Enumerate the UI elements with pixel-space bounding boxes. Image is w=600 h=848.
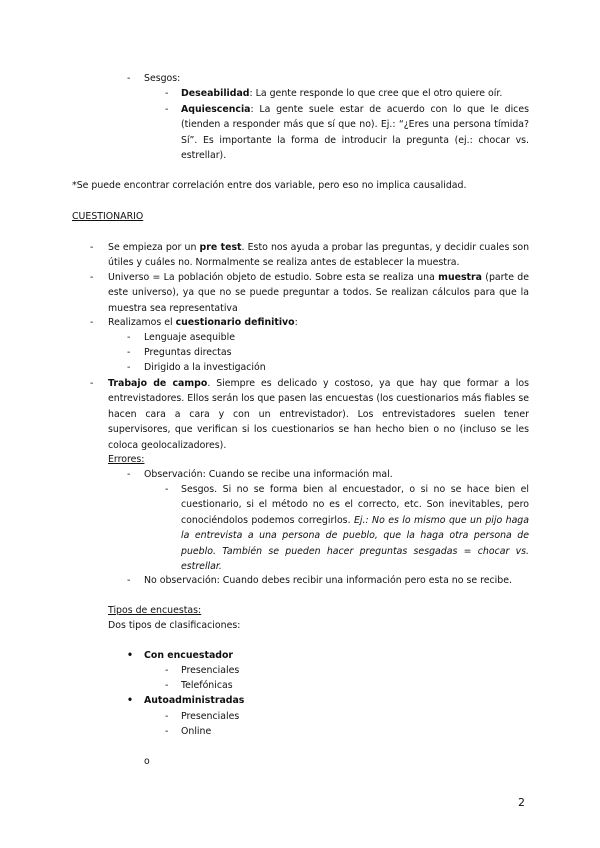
dash-marker: -	[165, 726, 169, 737]
dash-marker: -	[127, 332, 131, 343]
cuestionario-title: CUESTIONARIO	[72, 211, 144, 222]
dash-marker: -	[127, 73, 131, 84]
dash-marker: -	[165, 665, 169, 676]
sesgos-title: Sesgos:	[144, 73, 181, 84]
campo-item	[108, 376, 529, 453]
universo-item	[108, 270, 529, 316]
campo-text: . Siempre es delicado y costoso, ya que hay que formar a los entrevistadores. Ellos serán los que pasen las encuestas (los cuestionarios más fiables se hacen cara a cara y con un entrevistador). Los entrevistadores suelen tener supervisores, que verifican si los cuestionarios se han hecho bien o no (incluso se les coloca geolocalizadores).	[108, 378, 530, 451]
con-subitem: Telefónicas	[181, 680, 233, 691]
campo-term: Trabajo de campo	[108, 378, 208, 389]
trailing-marker: o	[144, 756, 150, 767]
aquiescencia-text: : La gente suele estar de acuerdo con lo que le dices (tienden a responder más que sí que no). Ej.: “¿Eres una persona tímida? Sí”. Es importante la forma de introducir la pregunta (ej.: chocar vs. estrellar).	[181, 104, 529, 162]
deseabilidad-item	[181, 86, 531, 101]
dash-marker: -	[165, 711, 169, 722]
no-observacion-item: No observación: Cuando debes recibir una información pero esta no se recibe.	[144, 575, 512, 586]
pretest-term: pre test	[199, 242, 242, 253]
deseabilidad-term: Deseabilidad	[181, 88, 250, 99]
definitivo-subitem: Lenguaje asequible	[144, 332, 235, 343]
correlation-note: *Se puede encontrar correlación entre dos variable, pero eso no implica causalidad.	[72, 180, 467, 191]
dash-marker: -	[127, 469, 131, 480]
obs-sesgos-item	[181, 482, 529, 574]
dash-marker: -	[90, 378, 94, 389]
dash-marker: -	[165, 88, 169, 99]
universo-text-rest: (parte de este universo), ya que no se puede preguntar a todos. Se realizan cálculos para que la muestra sea representativa	[108, 272, 529, 314]
dash-marker: -	[165, 680, 169, 691]
bullet-marker: •	[127, 650, 133, 661]
observacion-item: Observación: Cuando se recibe una información mal.	[144, 469, 393, 480]
errores-heading	[108, 452, 144, 467]
dash-marker: -	[127, 575, 131, 586]
definitivo-subitem: Preguntas directas	[144, 347, 232, 358]
autoadministradas-label: Autoadministradas	[144, 695, 245, 706]
obs-sesgos-text: Sesgos. Si no se forma bien al encuestador, o si no se hace bien el cuestionario, si el método no es el correcto, etc. Son inevitables, pero conociéndolos podemos corregirlos.	[181, 484, 529, 526]
definitivo-text: Realizamos el	[108, 317, 176, 328]
dash-marker: -	[165, 104, 169, 115]
universo-text: Universo = La población objeto de estudio. Sobre esta se realiza una	[108, 272, 439, 283]
auto-subitem: Online	[181, 726, 212, 737]
bullet-marker: •	[127, 695, 133, 706]
con-subitem: Presenciales	[181, 665, 240, 676]
dash-marker: -	[165, 484, 169, 495]
auto-subitem: Presenciales	[181, 711, 240, 722]
pretest-text: Se empieza por un	[108, 242, 200, 253]
tipos-title: Tipos de encuestas:	[108, 605, 202, 616]
definitivo-term: cuestionario definitivo	[175, 317, 295, 328]
dash-marker: -	[90, 272, 94, 283]
page-number: 2	[518, 796, 525, 809]
pretest-item	[108, 240, 529, 271]
tipos-intro: Dos tipos de clasificaciones:	[108, 620, 241, 631]
deseabilidad-text: : La gente responde lo que cree que el otro quiere oír.	[249, 88, 503, 99]
definitivo-subitem: Dirigido a la investigación	[144, 362, 266, 373]
dash-marker: -	[127, 362, 131, 373]
errores-title: Errores:	[108, 454, 145, 465]
con-encuestador-label: Con encuestador	[144, 650, 234, 661]
pretest-text-rest: . Esto nos ayuda a probar las preguntas, y decidir cuales son útiles y cuáles no. Normalmente se realiza antes de establecer la muestra.	[108, 242, 530, 269]
definitivo-item	[108, 315, 298, 330]
aquiescencia-item	[181, 102, 529, 164]
muestra-term: muestra	[438, 272, 482, 283]
aquiescencia-term: Aquiescencia	[181, 104, 251, 115]
dash-marker: -	[90, 242, 94, 253]
definitivo-colon: :	[294, 317, 298, 328]
obs-sesgos-example: Ej.: No es lo mismo que un pijo haga la entrevista a una persona de pueblo, que la haga otra persona de pueblo. También se pueden hacer preguntas sesgadas = chocar vs. estrellar.	[181, 514, 530, 573]
dash-marker: -	[127, 347, 131, 358]
tipos-heading	[108, 603, 201, 618]
dash-marker: -	[90, 317, 94, 328]
cuestionario-heading	[72, 209, 143, 224]
